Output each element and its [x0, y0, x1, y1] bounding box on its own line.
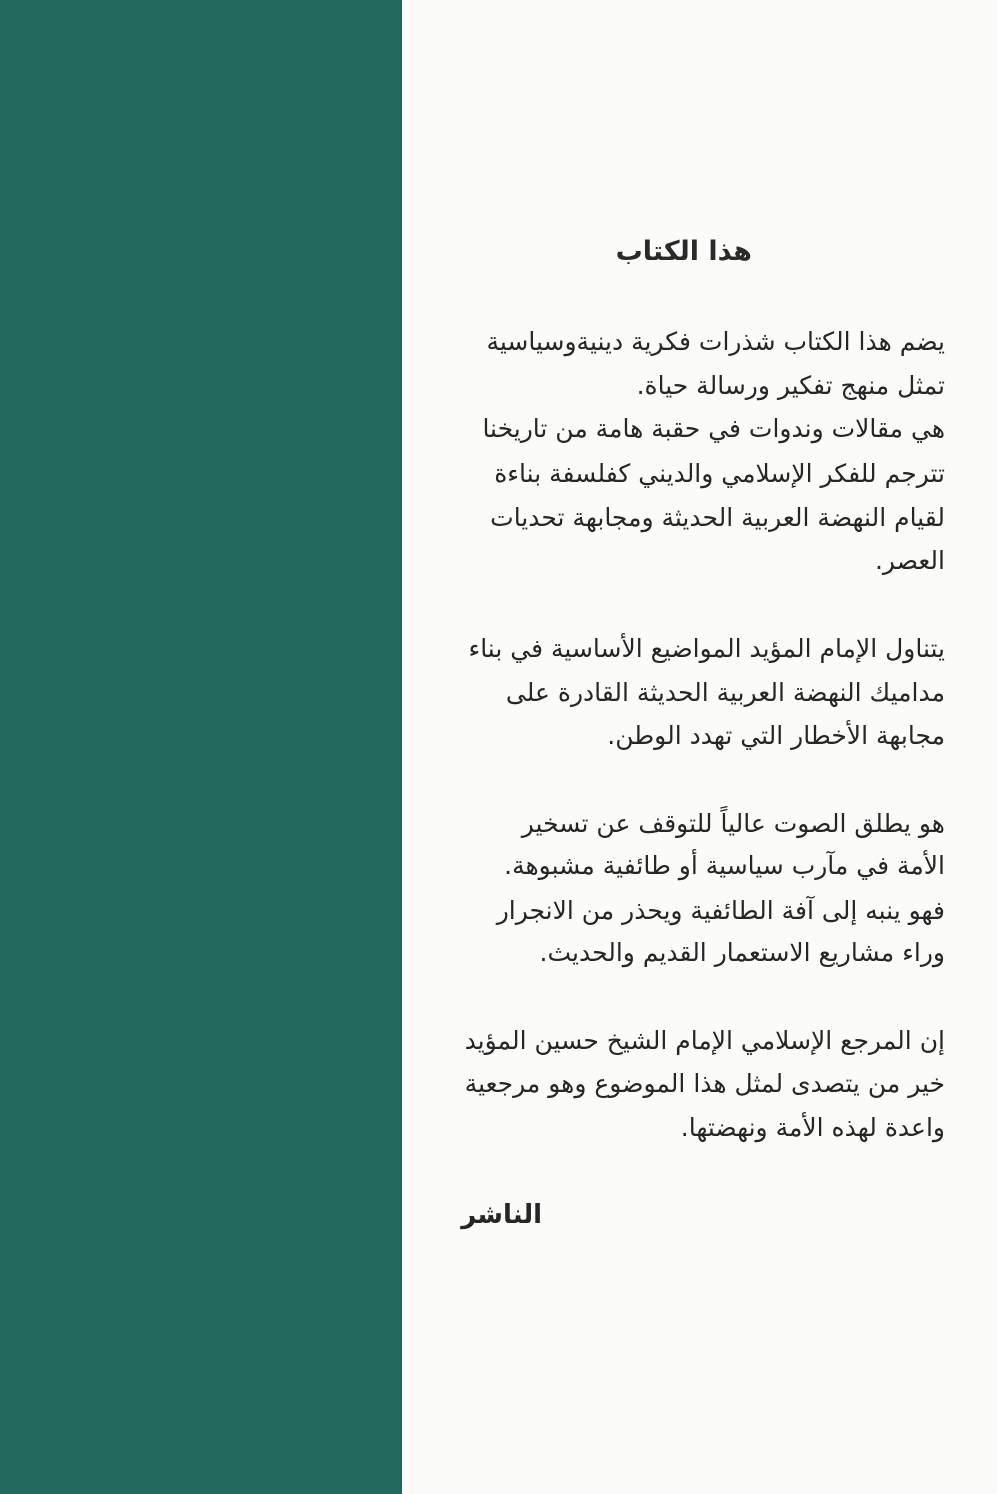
- text-line: يتناول الإمام المؤيد المواضيع الأساسية في بناء: [468, 634, 945, 663]
- text-line: العصر.: [874, 546, 945, 575]
- text-line: إن المرجع الإسلامي الإمام الشيخ حسين المؤيد: [464, 1026, 945, 1055]
- text-line: لقيام النهضة العربية الحديثة ومجابهة تحديات: [490, 503, 945, 532]
- text-line: هي مقالات وندوات في حقبة هامة من تاريخنا: [482, 414, 945, 443]
- text-line: فهو ينبه إلى آفة الطائفية ويحذر من الانجرار: [496, 896, 945, 925]
- section-title: هذا الكتاب: [615, 236, 752, 267]
- text-line: خير من يتصدى لمثل هذا الموضوع وهو مرجعية: [464, 1069, 945, 1098]
- text-line: واعدة لهذه الأمة ونهضتها.: [680, 1113, 945, 1142]
- text-line: مجابهة الأخطار التي تهدد الوطن.: [607, 721, 945, 750]
- text-line: تترجم للفكر الإسلامي والديني كفلسفة بناءة: [494, 459, 945, 488]
- text-line: تمثل منهج تفكير ورسالة حياة.: [636, 371, 945, 400]
- text-line: هو يطلق الصوت عالياً للتوقف عن تسخير: [521, 809, 945, 838]
- green-spine-band: [0, 0, 402, 1494]
- publisher-signature: الناشر: [461, 1200, 542, 1230]
- text-line: وراء مشاريع الاستعمار القديم والحديث.: [539, 938, 945, 967]
- text-line: الأمة في مآرب سياسية أو طائفية مشبوهة.: [504, 851, 945, 880]
- text-line: يضم هذا الكتاب شذرات فكرية دينيةوسياسية: [486, 327, 945, 356]
- text-line: مداميك النهضة العربية الحديثة القادرة على: [505, 678, 945, 707]
